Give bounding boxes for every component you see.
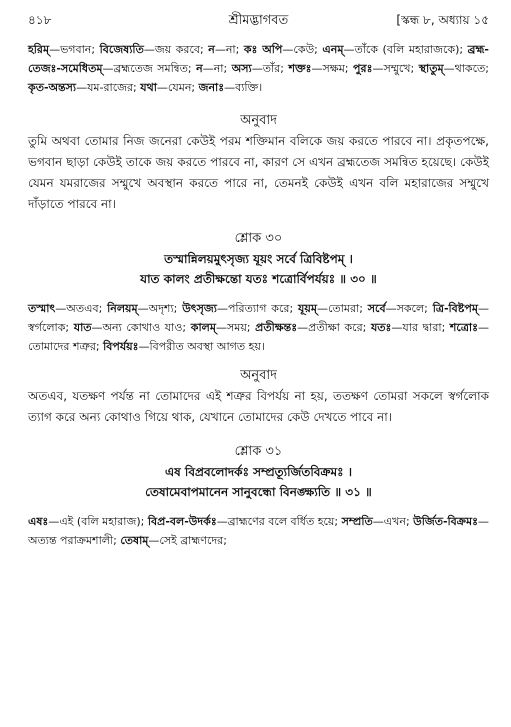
sanskrit-word: যথা	[140, 81, 157, 94]
verse-heading: শ্লোক ৩১	[234, 444, 283, 459]
synonyms-block-3	[28, 512, 489, 550]
word-meaning: —সময়;	[215, 321, 256, 334]
sanskrit-word: শত্রোঃ	[449, 321, 478, 334]
word-meaning: —প্রতীক্ষা করে;	[297, 321, 371, 334]
verse-line: এষ বিপ্রবলোদর্কঃ সম্প্রত্যূর্জিতবিক্রমঃ ।	[164, 465, 353, 479]
translation-text: তুমি অথবা তোমার নিজ জনেরা কেউই পরম শক্তিমান বলিকে জয় করতে পারবে না। প্রকৃতপক্ষে, ভগবান ছাড়া কেউই তাকে জয় করতে পারবে না, কারণ সে এখন ব্রহ্মতেজ সমন্বিত হয়েছে। কেউই যেমন যমরাজের সম্মুখে অবস্থান করতে পারে না, তেমনই কেউই এখন বলি মহারাজের সম্মুখে দাঁড়াতে পারবে না।	[28, 134, 489, 211]
word-meaning: —ব্রাহ্মণের বলে বর্ধিত হয়ে;	[216, 515, 342, 528]
sanskrit-word: যূয়ম্	[298, 302, 317, 315]
word-meaning: —তোমরা;	[316, 302, 368, 315]
word-meaning: —সকলে;	[385, 302, 433, 315]
sanskrit-word: এষঃ	[28, 515, 49, 528]
word-meaning: —ব্রহ্মতেজ সমন্বিত;	[102, 62, 197, 75]
sanskrit-word: এনম্	[322, 43, 344, 56]
word-meaning: —না;	[214, 43, 244, 56]
sanskrit-word: সর্বে	[367, 302, 386, 315]
word-meaning: —অতএব;	[55, 302, 108, 315]
translation-text: অতএব, যতক্ষণ পর্যন্ত না তোমাদের এই শত্রুর বিপর্যয় না হয়, ততক্ষণ তোমরা সকলে স্বর্গলোক ত্যাগ করে অন্য কোথাও গিয়ে থাক, যেখানে তোমাদের কেউ দেখতে পাবে না।	[28, 389, 489, 424]
word-meaning: —অদৃশ্য;	[137, 302, 183, 315]
word-meaning: —যেমন;	[156, 81, 199, 94]
sanskrit-word: কালম্	[190, 321, 216, 334]
word-meaning: —সেই ব্রাহ্মণদের;	[148, 534, 227, 547]
sanskrit-word: স্থাতুম্	[418, 62, 444, 75]
sanskrit-word: ব্রহ্ম-তেজঃ-সমেধিতম্	[28, 43, 489, 75]
sanskrit-word: প্রতীক্ষন্তঃ	[255, 321, 298, 334]
sanskrit-word: ন	[196, 62, 203, 75]
sanskrit-word: ন	[208, 43, 215, 56]
sanskrit-word: তেষাম্	[120, 534, 149, 547]
translation-heading: অনুবাদ	[240, 368, 277, 383]
sanskrit-word: উৎসৃজ্য	[182, 302, 217, 315]
sanskrit-word: বিপ্র-বল-উদর্কঃ	[147, 515, 217, 528]
sanskrit-word: অস্য	[231, 62, 252, 75]
word-meaning: —তাঁর;	[251, 62, 289, 75]
word-meaning: —ভগবান;	[49, 43, 100, 56]
verse-line: তস্মান্নিলয়মুৎসৃজ্য যূয়ং সর্বে ত্রিবিষ্টপম্ ।	[164, 252, 353, 266]
sanskrit-word: পুরঃ	[353, 62, 373, 75]
word-meaning: —সম্মুখে;	[372, 62, 419, 75]
sanskrit-word: কৃত-অন্তস্য	[28, 81, 77, 94]
sanskrit-word: বিপর্যয়ঃ	[103, 340, 139, 353]
word-meaning: —তাঁকে (বলি মহারাজকে);	[343, 43, 468, 56]
word-meaning: —যার দ্বারা;	[391, 321, 450, 334]
verse-line: যাত কালং প্রতীক্ষন্তো যতঃ শত্রোর্বিপর্যয়ঃ ॥ ৩০ ॥	[140, 272, 377, 286]
synonyms-block-1	[28, 40, 489, 97]
sanskrit-word: হরিম্	[28, 43, 50, 56]
word-meaning: —ব্যক্তি।	[224, 81, 263, 94]
word-meaning: —সক্ষম;	[311, 62, 354, 75]
word-meaning: —তোমাদের শত্রুর;	[28, 321, 489, 353]
book-title: শ্রীমদ্ভাগবত	[228, 13, 289, 28]
sanskrit-word: বিজেষ্যতি	[99, 43, 144, 56]
chapter-reference: [স্কন্ধ ৮, অধ্যায় ১৫	[396, 13, 489, 27]
sanskrit-word: শক্তঃ	[288, 62, 312, 75]
sanskrit-word: নিলয়ম্	[107, 302, 138, 315]
sanskrit-word: কঃ অপি	[243, 43, 283, 56]
word-meaning: —কেউ;	[282, 43, 323, 56]
verse-line: তেষামেবাপমানেন সানুবন্ধো বিনঙ্ক্ষ্যতি ॥ ৩১ ॥	[145, 485, 372, 499]
word-meaning: —এখন;	[372, 515, 414, 528]
word-meaning: —অন্য কোথাও যাও;	[91, 321, 191, 334]
word-meaning: —না;	[202, 62, 232, 75]
word-meaning: —জয় করবে;	[143, 43, 209, 56]
sanskrit-word: যাত	[73, 321, 92, 334]
sanskrit-word: ত্রি-বিষ্টপম্	[432, 302, 478, 315]
verse-heading: শ্লোক ৩০	[234, 231, 283, 246]
translation-heading: অনুবাদ	[240, 113, 277, 128]
page-header	[28, 10, 489, 32]
word-meaning: —এই (বলি মহারাজ);	[48, 515, 148, 528]
page-body	[28, 40, 489, 550]
word-meaning: —অত্যন্ত পরাক্রমশালী;	[28, 515, 489, 547]
page-number: ৪১৮	[28, 13, 52, 27]
sanskrit-word: তস্মাৎ	[28, 302, 56, 315]
word-meaning: —থাকতে;	[443, 62, 489, 75]
sanskrit-word: জনাঃ	[198, 81, 225, 94]
sanskrit-word: যতঃ	[370, 321, 392, 334]
word-meaning: —স্বর্গলোক;	[28, 302, 489, 334]
word-meaning: —পরিত্যাগ করে;	[216, 302, 299, 315]
sanskrit-word: সম্প্রতি	[341, 515, 373, 528]
sanskrit-word: উর্জিত-বিক্রমঃ	[413, 515, 478, 528]
synonyms-block-2	[28, 299, 489, 356]
word-meaning: —বিপরীত অবস্থা আগত হয়।	[138, 340, 265, 353]
word-meaning: —যম-রাজের;	[76, 81, 141, 94]
